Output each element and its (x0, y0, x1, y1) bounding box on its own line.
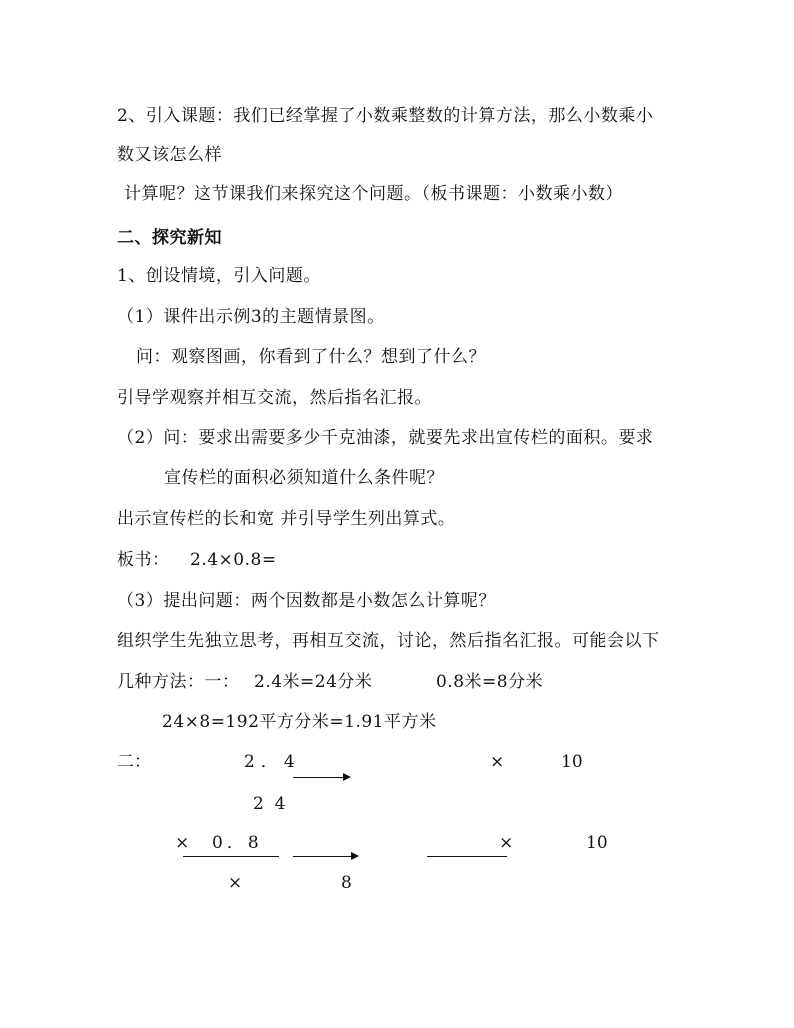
step-1-item-1: （1）课件出示例3的主题情景图。 (117, 307, 385, 327)
intro-line-2: 数又该怎么样 (117, 145, 222, 165)
board-expression: 2.4×0.8= (190, 550, 277, 570)
intro-line-1: 2、引入课题：我们已经掌握了小数乘整数的计算方法，那么小数乘小 (117, 106, 654, 126)
times-last: × (228, 873, 243, 893)
guide-line: 引导学观察并相互交流，然后指名汇报。 (117, 388, 432, 408)
times-top: × (490, 752, 505, 772)
arrow-top (293, 777, 343, 778)
method-2-label: 二： (117, 752, 151, 772)
method-1-conversion-a: 2.4米=24分米 (254, 672, 373, 692)
times-bottom: × (499, 833, 514, 853)
eight-last: 8 (341, 873, 352, 893)
method-1-result: 24×8=192平方分米=1.91平方米 (162, 712, 437, 732)
underline-right (427, 856, 507, 857)
method-1-label: 几种方法：一： (117, 672, 240, 692)
question-line: 问：观察图画，你看到了什么？想到了什么？ (136, 347, 486, 367)
underline-left (183, 856, 279, 857)
digits-middle: 2 4 (253, 794, 286, 814)
step-1-item-3: （3）提出问题：两个因数都是小数怎么计算呢？ (117, 591, 496, 611)
factor-top: 2．4 (244, 752, 301, 772)
board-label: 板书： (117, 550, 170, 570)
step-1-item-2-cont: 宣传栏的面积必须知道什么条件呢？ (164, 468, 444, 488)
step-1: 1、创设情境，引入问题。 (117, 266, 321, 286)
arrow-bottom (293, 856, 351, 857)
intro-line-3: 计算呢？这节课我们来探究这个问题。（板书课题：小数乘小数） (124, 184, 623, 204)
method-1-conversion-b: 0.8米=8分米 (436, 672, 544, 692)
organize-line: 组织学生先独立思考，再相互交流，讨论，然后指名汇报。可能会以下 (117, 631, 660, 651)
section-heading: 二、探究新知 (117, 228, 222, 248)
ten-top: 10 (561, 752, 583, 772)
ten-bottom: 10 (586, 833, 608, 853)
step-1-item-2: （2）问：要求出需要多少千克油漆，就要先求出宣传栏的面积。要求 (117, 428, 654, 448)
factor-bottom: × 0．8 (175, 833, 263, 853)
show-dimensions-line: 出示宣传栏的长和宽 并引导学生列出算式。 (117, 509, 456, 529)
